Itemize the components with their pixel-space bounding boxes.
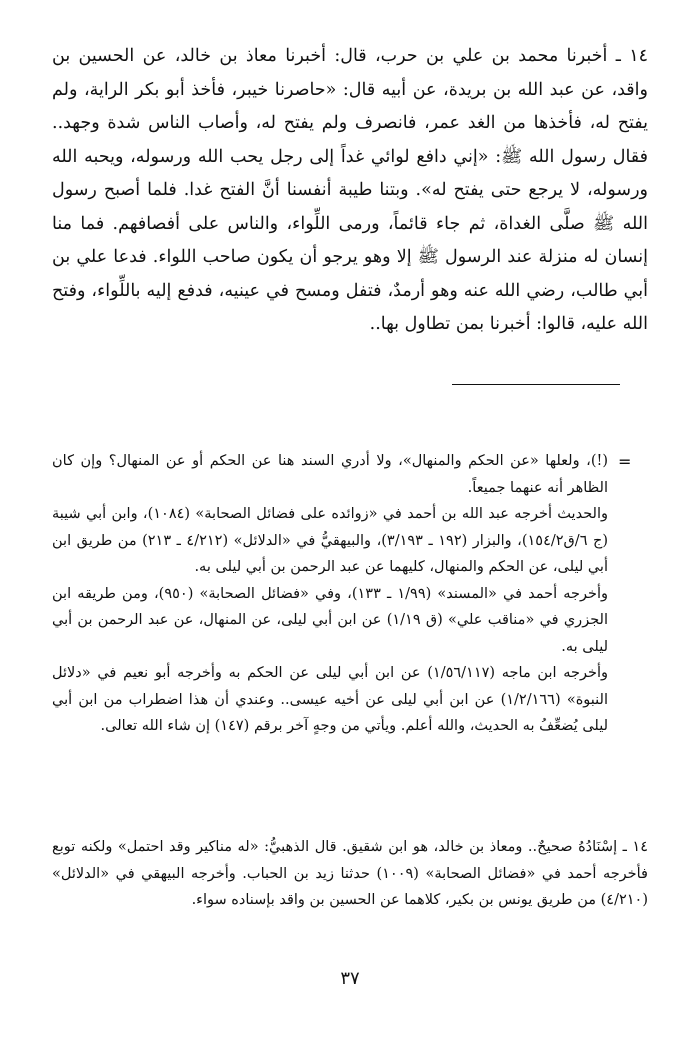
footnote-paragraph: وأخرجه ابن ماجه (١/٥٦/١١٧) عن ابن أبي ليلى عن الحكم به وأخرجه أبو نعيم في «دلائل النبوة» (١/٢/١٦٦) عن ابن أبي ليلى عن أخيه عيسى.. وعندي أن هذا اضطراب من ابن أبي ليلى يُضعِّفُ به الحديث، والله أعلم. ويأتي من وجهٍ آخر برقم (١٤٧) إن شاء الله تعالى. bbox=[52, 665, 608, 734]
footnotes-continued bbox=[52, 448, 608, 740]
main-text bbox=[52, 40, 648, 342]
footnote-paragraph: والحديث أخرجه عبد الله بن أحمد في «زوائده على فضائل الصحابة» (١٠٨٤)، وابن أبي شيبة (ج ٦/ق١٥٤/٢)، والبزار (١٩٢ ـ ٣/١٩٣)، والبيهقيُّ في «الدلائل» (٤/٢١٢ ـ ٢١٣) من طريق ابن أبي ليلى، عن الحكم والمنهال، كليهما عن عبد الرحمن بن أبي ليلى به. bbox=[52, 506, 609, 575]
hadith-14-paragraph: ١٤ ـ أخبرنا محمد بن علي بن حرب، قال: أخبرنا معاذ بن خالد، عن الحسين بن واقد، عن عبد الله بن بريدة، عن أبيه قال: «حاصرنا خيبر، فأخذ أبو بكر الراية، ولم يفتح له، فأخذها من الغد عمر، فانصرف ولم يفتح له، وأصاب الناس شدة وجهد.. فقال رسول الله ﷺ: «إني دافع لوائي غداً إلى رجل يحب الله ورسوله، ويحبه الله ورسوله، لا يرجع حتى يفتح له». وبتنا طيبة أنفسنا أنَّ الفتح غدا. فلما أصبح رسول الله ﷺ صلَّى الغداة، ثم جاء قائماً، ورمى اللِّواء، والناس على أفصافهم. فما منا إنسان له منزلة عند الرسول ﷺ إلا وهو يرجو أن يكون صاحب اللواء. فدعا علي بن أبي طالب، رضي الله عنه وهو أرمدٌ، فتفل ومسح في عينيه، فدفع إليه باللِّواء، وفتح الله عليه، قالوا: أخبرنا بمن تطاول بها.. bbox=[52, 46, 648, 334]
footnote-14-text: ١٤ ـ إسْنَادُهُ صحيحٌ.. ومعاذ بن خالد، هو ابن شقيق. قال الذهبيُّ: «له مناكير وقد احتمل» ولكنه توبع فأخرجه أحمد في «فضائل الصحابة» (١٠٠٩) حدثنا زيد بن الحباب. وأخرجه البيهقي في «الدلائل» (٤/٢١٠) من طريق يونس بن بكير، كلاهما عن الحسين بن واقد بإسناده سواء. bbox=[52, 839, 648, 908]
footnote-divider bbox=[452, 384, 620, 385]
footnote-paragraph: (!)، ولعلها «عن الحكم والمنهال»، ولا أدري السند هنا عن الحكم أو عن المنهال؟ وإن كان الظاهر أنه عنهما جميعاً. bbox=[52, 453, 608, 496]
footnote-paragraph: وأخرجه أحمد في «المسند» (١/٩٩ ـ ١٣٣)، وفي «فضائل الصحابة» (٩٥٠)، ومن طريقه ابن الجزري في «مناقب علي» (ق ١/١٩) عن ابن أبي ليلى، عن المنهال، عن عبد الرحمن بن أبي ليلى به. bbox=[52, 585, 609, 655]
footnote-14 bbox=[52, 834, 648, 914]
page-number: ٣٧ bbox=[340, 968, 360, 989]
continuation-marker: = bbox=[618, 452, 632, 471]
